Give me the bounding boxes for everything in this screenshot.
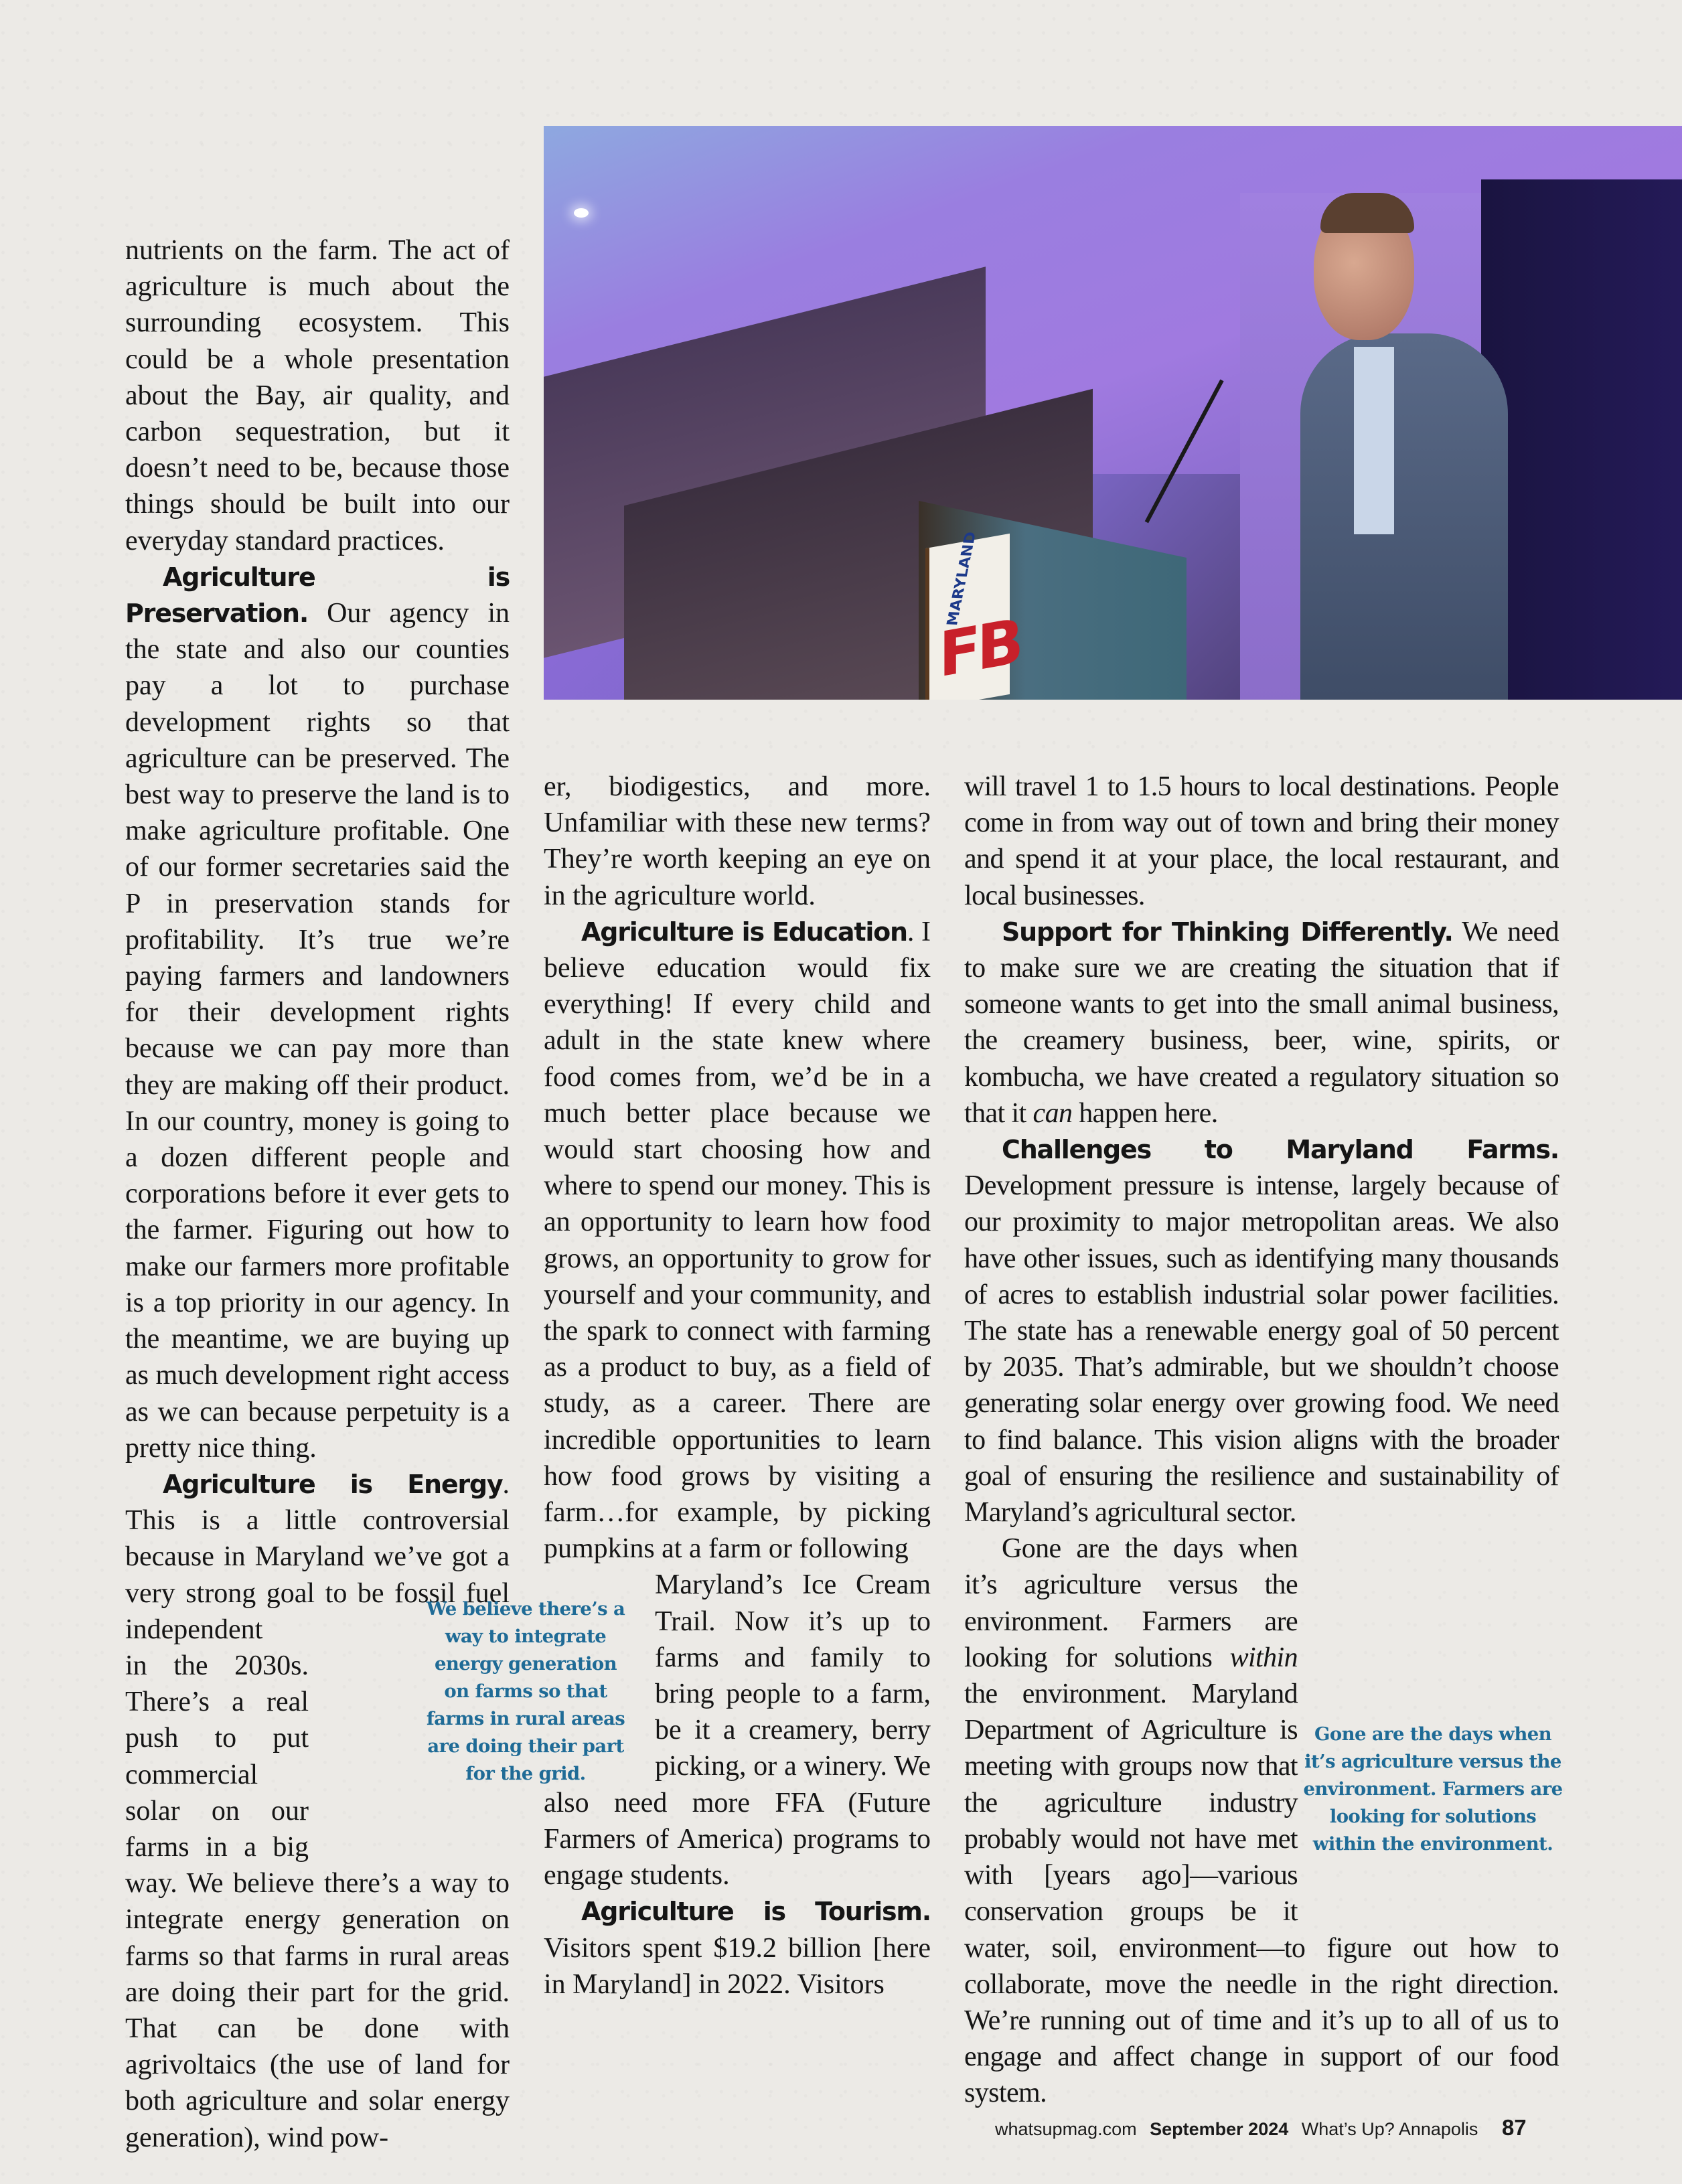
paragraph: Challenges to Maryland Farms. Development pressure is intense, largely because of our proximity to major metropolitan areas. We also have other issues, such as identifying many thousands of acres to establish industrial solar power facilities. The state has a renewable energy goal of 50 percent by 2035. That’s admirable, but we shouldn’t choose generating solar energy over growing food. We need to find balance. This vision aligns with the broader goal of ensuring the resilience and sustainability of Maryland’s agricultural sector. — [964, 1135, 1559, 1529]
section-heading-tourism: Agriculture is Tourism. — [581, 1897, 931, 1927]
article-column-right — [964, 769, 1559, 2112]
speaker-photo — [544, 126, 1682, 700]
section-heading-challenges: Challenges to Maryland Farms. — [1002, 1135, 1559, 1165]
podium-sign-logo: FB — [939, 605, 1020, 692]
footer-issue-date: September 2024 — [1150, 2119, 1289, 2139]
section-heading-energy: Agriculture is Energy — [163, 1469, 503, 1499]
pull-quote-right: Gone are the days when it’s agriculture versus the environment. Farmers are looking for solutions within the environment. — [1303, 1723, 1563, 1855]
paragraph: Maryland’s Ice Cream Trail. Now it’s up to farms and family to bring people to a farm, be it a creamery, berry picking, or a winery. We also need more FFA (Future Farmers of America) programs to engage students. — [544, 1569, 931, 1891]
footer-publication: What’s Up? Annapolis — [1301, 2119, 1478, 2139]
article-column-middle — [544, 769, 931, 2003]
paragraph: in the 2030s. There’s a real push to put commercial solar on our farms in a big way. We believe there’s a way to integrate energy generation on farms so that farms in rural areas are doing their part for the grid. That can be done with agrivoltaics (the use of land for both agriculture and solar energy generation), wind pow- — [125, 1650, 510, 2153]
podium-sign — [925, 531, 1020, 700]
page-number: 87 — [1501, 2115, 1527, 2140]
page-footer — [995, 2115, 1527, 2140]
paragraph: Agriculture is Preservation. Our agency in the state and also our counties pay a lot to purchase development rights so that agriculture can be preserved. The best way to preserve the land is to make agriculture profitable. One of our former secretaries said the P in preservation stands for profitability. It’s true we’re paying farmers and landowners for their development rights because we can pay more than they are making off their product. In our country, money is going to a dozen different people and corporations before it ever gets to the farmer. Figuring out how to make our farmers more profitable is a top priority in our agency. In the meantime, we are buying up as much development right access as we can because perpetuity is a pretty nice thing. — [125, 562, 510, 1464]
pullquote-spacer — [544, 1567, 655, 1784]
speaker-shirt — [1354, 347, 1394, 534]
section-heading-education: Agriculture is Education — [581, 917, 907, 947]
ceiling-light — [574, 208, 589, 218]
speaker-body — [1300, 333, 1508, 700]
speaker-hair — [1320, 193, 1414, 233]
paragraph: Support for Thinking Differently. We need to make sure we are creating the situation that if someone wants to get into the small animal business, the creamery business, beer, wine, spirits, or kombucha, we have created a regulatory situation so that it can happen here. — [964, 916, 1559, 1129]
paragraph: Agriculture is Education. I believe education would fix everything! If every child and adult in the state knew where food comes from, we’d be in a much better place because we would start choosing how and where to spend our money. This is an opportunity to learn how food grows, an opportunity to grow for yourself and your community, and the spark to connect with farming as a product to buy, as a field of study, as a career. There are incredible opportunities to learn how food grows by visiting a farm…for example, by picking pumpkins at a farm or following — [544, 916, 931, 1565]
paragraph: will travel 1 to 1.5 hours to local destinations. People come in from way out of town and bring their money and spend it at your place, the local restaurant, and local businesses. — [964, 771, 1559, 911]
paragraph: Agriculture is Tourism. Visitors spent $19.2 billion [here in Maryland] in 2022. Visitors — [544, 1897, 931, 2000]
wrap-block — [544, 1567, 931, 1893]
footer-website: whatsupmag.com — [995, 2119, 1137, 2139]
pull-quote-left: We believe there’s a way to integrate energy generation on farms so that farms in rural areas are doing their part for the grid. — [426, 1598, 625, 1784]
section-heading-preservation: Agriculture is Preservation. — [125, 562, 510, 629]
paragraph: nutrients on the farm. The act of agriculture is much about the surrounding ecosystem. This could be a whole presentation about the Bay, air quality, and carbon sequestration, but it doesn’t need to be, because those things should be built into our everyday standard practices. — [125, 235, 510, 556]
photo-curtain — [1481, 179, 1682, 700]
section-heading-thinking-differently: Support for Thinking Differently. — [1002, 917, 1453, 947]
article-column-left — [125, 232, 510, 2156]
podium-sign-maryland: MARYLAND — [944, 531, 980, 627]
paragraph: Agriculture is Energy. This is a little controversial because in Maryland we’ve got a very strong goal to be fossil fuel independent — [125, 1468, 510, 1645]
paragraph: er, biodigestics, and more. Unfamiliar with these new terms? They’re worth keeping an eye on in the agriculture world. — [544, 771, 931, 911]
paragraph: Gone are the days when it’s agriculture versus the environment. Farmers are looking for solutions within the environment. Maryland Department of Agriculture is meeting with groups now that the agriculture industry probably would not have met with [years ago]—various conservation groups be it water, soil, environment—to figure out how to collaborate, move the needle in the right direction. We’re running out of time and it’s up to all of us to engage and affect change in support of our food system. — [964, 1533, 1559, 2109]
